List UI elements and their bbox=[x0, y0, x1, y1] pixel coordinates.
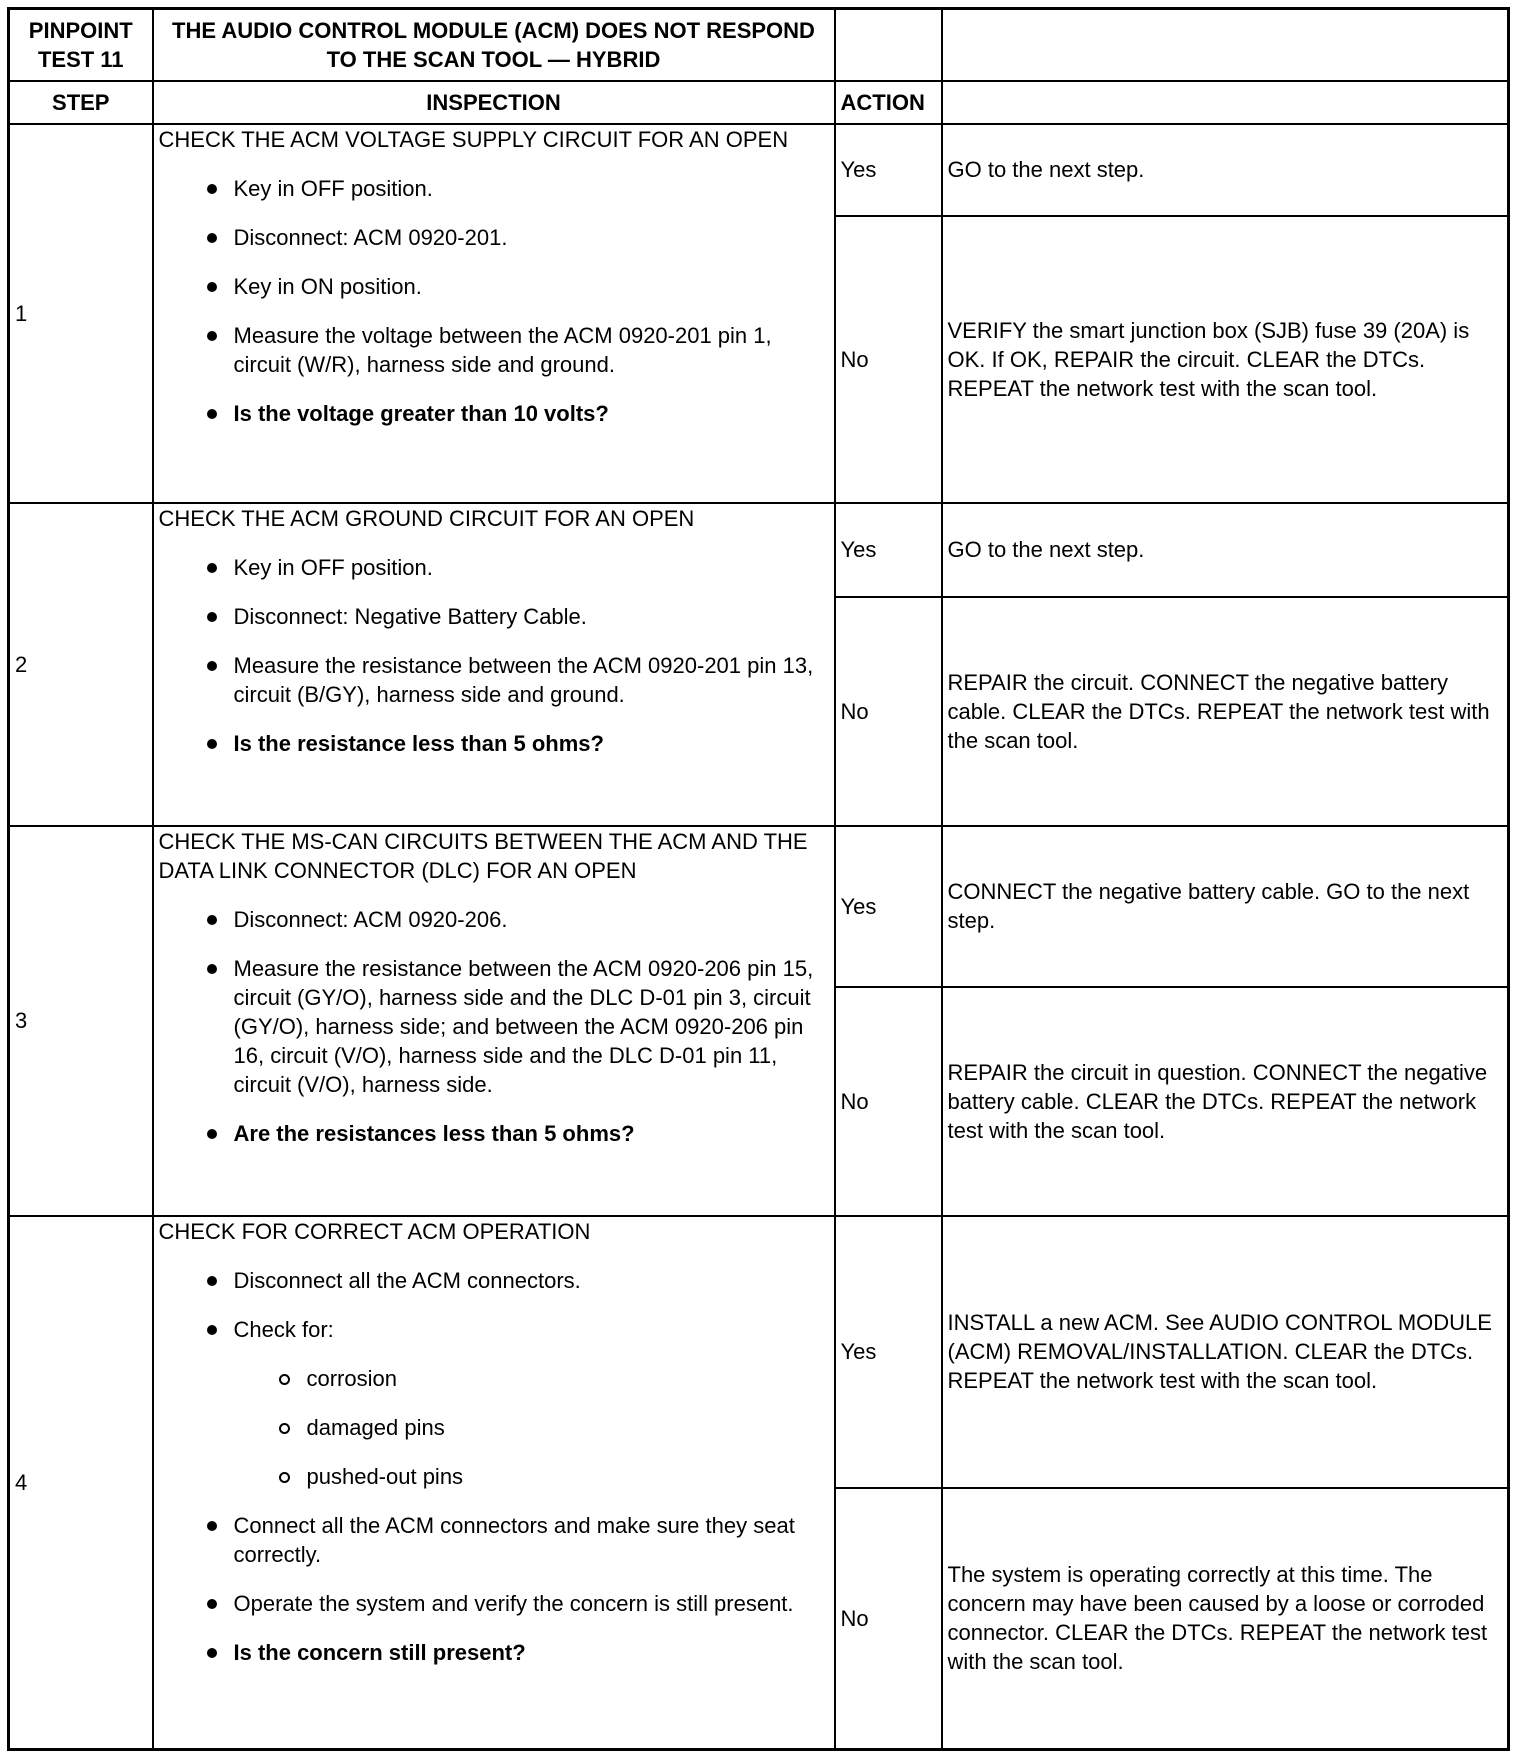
yes-label: Yes bbox=[835, 124, 942, 216]
list-item: Measure the resistance between the ACM 0920-201 pin 13, circuit (B/GY), harness side and ground. bbox=[159, 651, 829, 709]
yes-action: GO to the next step. bbox=[942, 124, 1509, 216]
list-item: Measure the voltage between the ACM 0920-201 pin 1, circuit (W/R), harness side and ground. bbox=[159, 321, 829, 379]
list-item: Operate the system and verify the concern is still present. bbox=[159, 1589, 829, 1618]
step-question: Are the resistances less than 5 ohms? bbox=[159, 1119, 829, 1148]
yes-label: Yes bbox=[835, 1216, 942, 1488]
list-item: Key in OFF position. bbox=[159, 174, 829, 203]
yes-action: CONNECT the negative battery cable. GO to the next step. bbox=[942, 826, 1509, 987]
step-question: Is the resistance less than 5 ohms? bbox=[159, 729, 829, 758]
step-title: CHECK THE ACM GROUND CIRCUIT FOR AN OPEN bbox=[158, 505, 695, 531]
list-item: Key in ON position. bbox=[159, 272, 829, 301]
list-item: Key in OFF position. bbox=[159, 553, 829, 582]
list-item: Disconnect: ACM 0920-201. bbox=[159, 223, 829, 252]
step-number: 1 bbox=[9, 124, 153, 503]
list-item: Disconnect: ACM 0920-206. bbox=[159, 905, 829, 934]
no-label: No bbox=[835, 597, 942, 826]
pinpoint-test-table bbox=[7, 7, 1510, 1751]
list-item: Connect all the ACM connectors and make sure they seat correctly. bbox=[159, 1511, 829, 1569]
list-item: Measure the resistance between the ACM 0920-206 pin 15, circuit (GY/O), harness side and the DLC D-01 pin 3, circuit (GY/O), harness side; and between the ACM 0920-206 pin 16, circuit (V/O), harness side and the DLC D-01 pin 11, circuit (V/O), harness side. bbox=[159, 954, 829, 1099]
step-title: CHECK THE MS-CAN CIRCUITS BETWEEN THE ACM AND THE DATA LINK CONNECTOR (DLC) FOR AN OPEN bbox=[158, 828, 808, 883]
yes-label: Yes bbox=[835, 503, 942, 597]
step-number: 4 bbox=[9, 1216, 153, 1750]
list-item: Check for: bbox=[159, 1315, 829, 1344]
list-item: Disconnect all the ACM connectors. bbox=[159, 1266, 829, 1295]
test-title: THE AUDIO CONTROL MODULE (ACM) DOES NOT RESPOND TO THE SCAN TOOL — HYBRID bbox=[153, 9, 835, 81]
no-label: No bbox=[835, 216, 942, 503]
step-number: 3 bbox=[9, 826, 153, 1216]
yes-action: INSTALL a new ACM. See AUDIO CONTROL MODULE (ACM) REMOVAL/INSTALLATION. CLEAR the DTCs. REPEAT the network test with the scan tool. bbox=[942, 1216, 1509, 1488]
no-action: VERIFY the smart junction box (SJB) fuse 39 (20A) is OK. If OK, REPAIR the circuit. CLEAR the DTCs. REPEAT the network test with the scan tool. bbox=[942, 216, 1509, 503]
list-item: Disconnect: Negative Battery Cable. bbox=[159, 602, 829, 631]
test-label: PINPOINT TEST 11 bbox=[9, 9, 153, 81]
step-inspection bbox=[153, 503, 835, 826]
sub-list-item: pushed-out pins bbox=[159, 1462, 829, 1491]
col-action: ACTION bbox=[835, 81, 942, 124]
step-question: Is the concern still present? bbox=[159, 1638, 829, 1667]
sub-list-item: damaged pins bbox=[159, 1413, 829, 1442]
col-step: STEP bbox=[9, 81, 153, 124]
step-title: CHECK THE ACM VOLTAGE SUPPLY CIRCUIT FOR AN OPEN bbox=[158, 126, 789, 152]
step-title: CHECK FOR CORRECT ACM OPERATION bbox=[158, 1218, 591, 1244]
yes-label: Yes bbox=[835, 826, 942, 987]
yes-action: GO to the next step. bbox=[942, 503, 1509, 597]
step-question: Is the voltage greater than 10 volts? bbox=[159, 399, 829, 428]
step-number: 2 bbox=[9, 503, 153, 826]
no-action: The system is operating correctly at this time. The concern may have been caused by a loose or corroded connector. CLEAR the DTCs. REPEAT the network test with the scan tool. bbox=[942, 1488, 1509, 1750]
step-inspection bbox=[153, 124, 835, 503]
no-action: REPAIR the circuit. CONNECT the negative battery cable. CLEAR the DTCs. REPEAT the network test with the scan tool. bbox=[942, 597, 1509, 826]
step-inspection bbox=[153, 1216, 835, 1750]
sub-list-item: corrosion bbox=[159, 1364, 829, 1393]
col-inspection: INSPECTION bbox=[153, 81, 835, 124]
no-label: No bbox=[835, 1488, 942, 1750]
no-action: REPAIR the circuit in question. CONNECT the negative battery cable. CLEAR the DTCs. REPEAT the network test with the scan tool. bbox=[942, 987, 1509, 1216]
step-inspection bbox=[153, 826, 835, 1216]
no-label: No bbox=[835, 987, 942, 1216]
